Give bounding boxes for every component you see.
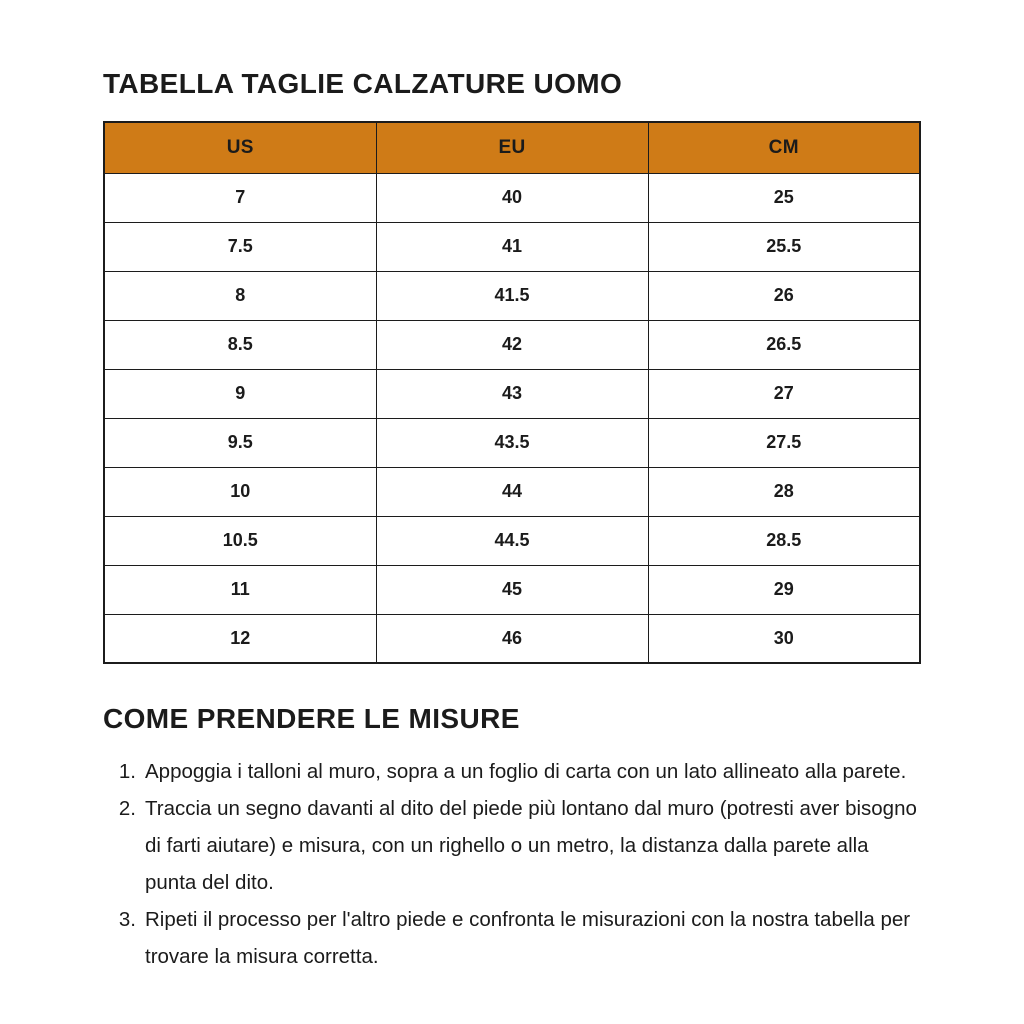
cell-us: 8.5 [104,320,376,369]
cell-us: 7.5 [104,222,376,271]
instruction-text: Traccia un segno davanti al dito del piede più lontano dal muro (potresti aver bisogno di farti aiutare) e misura, con un righello o un metro, la distanza dalla parete alla punta del dito. [145,797,917,894]
instruction-number: 3. [118,908,136,931]
cell-cm: 26.5 [648,320,920,369]
table-row [104,565,920,614]
cell-eu: 45 [376,565,648,614]
instruction-item [103,753,921,790]
cell-eu: 43 [376,369,648,418]
cell-eu: 41 [376,222,648,271]
cell-cm: 28.5 [648,516,920,565]
instructions-title: COME PRENDERE LE MISURE [103,703,520,734]
size-conversion-table [103,121,921,664]
cell-cm: 30 [648,614,920,663]
cell-eu: 43.5 [376,418,648,467]
table-row [104,467,920,516]
cell-eu: 41.5 [376,271,648,320]
cell-us: 8 [104,271,376,320]
table-row [104,516,920,565]
cell-cm: 25.5 [648,222,920,271]
table-header-us: US [104,122,376,173]
table-row [104,271,920,320]
content-area [103,70,921,975]
instruction-item [103,901,921,975]
table-row [104,418,920,467]
table-header-eu: EU [376,122,648,173]
cell-eu: 44.5 [376,516,648,565]
table-header-row [104,122,920,173]
table-row [104,369,920,418]
cell-us: 12 [104,614,376,663]
table-header-cm: CM [648,122,920,173]
table-row [104,222,920,271]
instruction-number: 1. [118,760,136,783]
page-title: TABELLA TAGLIE CALZATURE UOMO [103,68,623,99]
cell-cm: 27 [648,369,920,418]
cell-eu: 46 [376,614,648,663]
instruction-item [103,790,921,901]
cell-cm: 27.5 [648,418,920,467]
cell-cm: 25 [648,173,920,222]
cell-us: 7 [104,173,376,222]
instruction-text: Appoggia i talloni al muro, sopra a un foglio di carta con un lato allineato alla parete. [145,760,907,783]
cell-cm: 28 [648,467,920,516]
cell-us: 9.5 [104,418,376,467]
cell-eu: 44 [376,467,648,516]
table-row [104,173,920,222]
cell-eu: 42 [376,320,648,369]
cell-us: 9 [104,369,376,418]
instruction-text: Ripeti il processo per l'altro piede e confronta le misurazioni con la nostra tabella per trovare la misura corretta. [145,908,911,968]
cell-eu: 40 [376,173,648,222]
cell-us: 10.5 [104,516,376,565]
table-row [104,614,920,663]
cell-us: 11 [104,565,376,614]
instruction-number: 2. [118,797,136,820]
cell-us: 10 [104,467,376,516]
table-row [104,320,920,369]
cell-cm: 26 [648,271,920,320]
cell-cm: 29 [648,565,920,614]
instructions-list [103,753,921,975]
